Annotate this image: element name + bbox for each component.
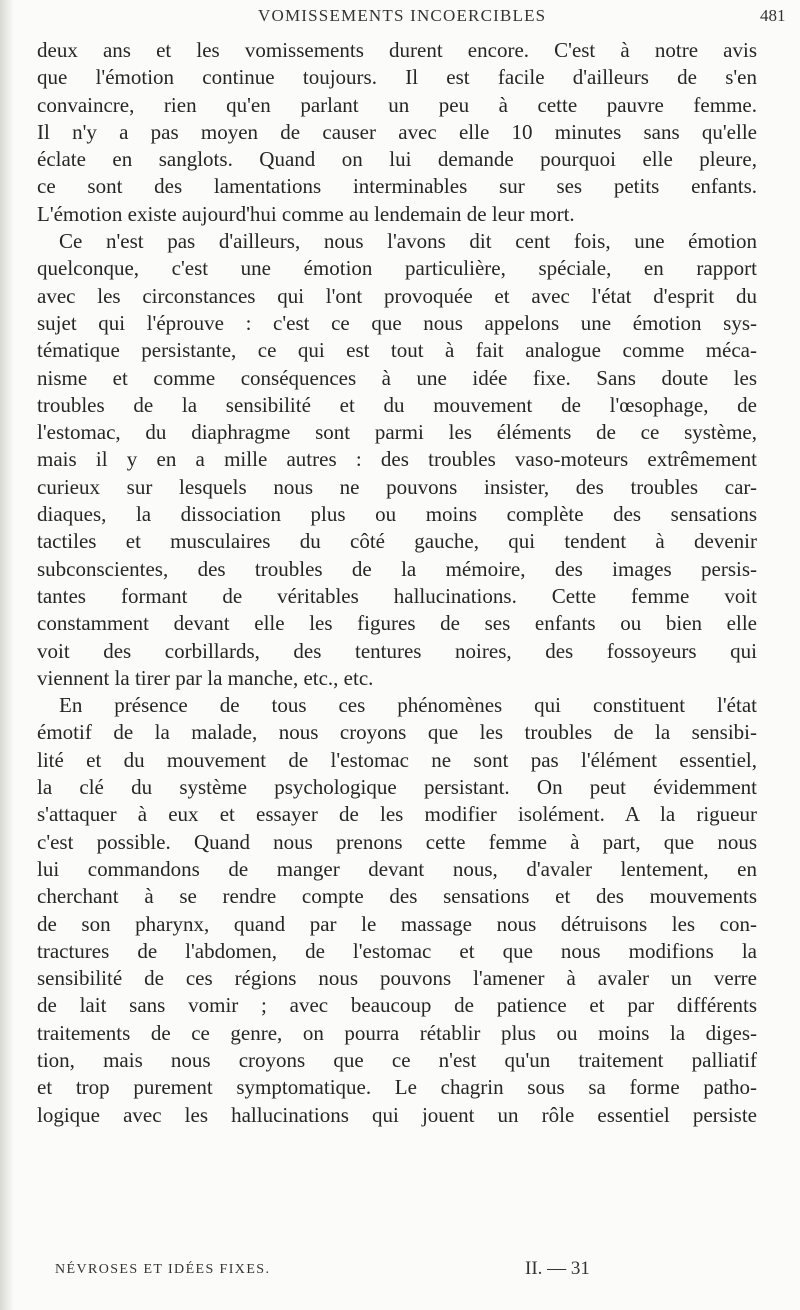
text-line: voit des corbillards, des tentures noires, des fossoyeurs qui (37, 638, 757, 663)
text-line: tactiles et musculaires du côté gauche, qui tendent à devenir (37, 529, 757, 554)
text-line: nisme et comme conséquences à une idée fixe. Sans doute les (37, 365, 757, 390)
text-line: constamment devant elle les figures de ses enfants ou bien elle (37, 611, 757, 636)
text-line: logique avec les hallucinations qui jouent un rôle essentiel persiste (37, 1102, 757, 1127)
signature-mark: NÉVROSES ET IDÉES FIXES. (55, 1262, 271, 1277)
page-footer (37, 1258, 757, 1284)
text-line: de son pharynx, quand par le massage nous détruisons les con- (37, 911, 757, 936)
text-line: deux ans et les vomissements durent encore. C'est à notre avis (37, 38, 757, 62)
text-line: et trop purement symptomatique. Le chagrin sous sa forme patho- (37, 1075, 757, 1100)
text-line: En présence de tous ces phénomènes qui constituent l'état (59, 693, 757, 718)
paragraph (37, 37, 757, 228)
text-line: tantes formant de véritables hallucinations. Cette femme voit (37, 583, 757, 608)
text-line: traitements de ce genre, on pourra rétablir plus ou moins la diges- (37, 1020, 757, 1045)
text-line: cherchant à se rendre compte des sensations et des mouvements (37, 884, 757, 909)
text-line: mais il y en a mille autres : des troubles vaso-moteurs extrêmement (37, 447, 757, 472)
body-text (37, 37, 757, 1129)
text-line: de lait sans vomir ; avec beaucoup de patience et par différents (37, 993, 757, 1018)
text-line: éclate en sanglots. Quand on lui demande pourquoi elle pleure, (37, 147, 757, 172)
text-line: Ce n'est pas d'ailleurs, nous l'avons dit cent fois, une émotion (59, 229, 757, 254)
text-line: curieux sur lesquels nous ne pouvons insister, des troubles car- (37, 474, 757, 499)
text-line: tractures de l'abdomen, de l'estomac et que nous modifions la (37, 938, 757, 963)
running-title: VOMISSEMENTS INCOERCIBLES (258, 6, 547, 25)
text-line: lui commandons de manger devant nous, d'avaler lentement, en (37, 856, 757, 881)
text-line: sensibilité de ces régions nous pouvons l'amener à avaler un verre (37, 966, 757, 991)
text-line: subconscientes, des troubles de la mémoire, des images persis- (37, 556, 757, 581)
text-line: que l'émotion continue toujours. Il est facile d'ailleurs de s'en (37, 65, 757, 90)
text-line: sujet qui l'éprouve : c'est ce que nous appelons une émotion sys- (37, 310, 757, 335)
text-line: tématique persistante, ce qui est tout à fait analogue comme méca- (37, 338, 757, 363)
running-head (0, 6, 800, 30)
text-line: c'est possible. Quand nous prenons cette femme à part, que nous (37, 829, 757, 854)
text-line: ce sont des lamentations interminables sur ses petits enfants. (37, 174, 757, 199)
binding-gutter-shadow (0, 0, 14, 1310)
text-line: avec les circonstances qui l'ont provoquée et avec l'état d'esprit du (37, 283, 757, 308)
sheet-mark: II. — 31 (525, 1258, 590, 1279)
text-line: la clé du système psychologique persistant. On peut évidemment (37, 775, 757, 800)
text-line: viennent la tirer par la manche, etc., etc. (37, 665, 374, 690)
text-line: troubles de la sensibilité et du mouvement de l'œsophage, de (37, 392, 757, 417)
paragraph (37, 692, 757, 1129)
text-line: émotif de la malade, nous croyons que les troubles de la sensibi- (37, 720, 757, 745)
text-line: Il n'y a pas moyen de causer avec elle 10 minutes sans qu'elle (37, 119, 757, 144)
text-line: diaques, la dissociation plus ou moins complète des sensations (37, 502, 757, 527)
text-line: tion, mais nous croyons que ce n'est qu'un traitement palliatif (37, 1047, 757, 1072)
paragraph (37, 228, 757, 692)
text-line: quelconque, c'est une émotion particulière, spéciale, en rapport (37, 256, 757, 281)
text-line: L'émotion existe aujourd'hui comme au lendemain de leur mort. (37, 201, 575, 226)
text-line: convaincre, rien qu'en parlant un peu à cette pauvre femme. (37, 92, 757, 117)
text-line: l'estomac, du diaphragme sont parmi les éléments de ce système, (37, 420, 757, 445)
text-line: s'attaquer à eux et essayer de les modifier isolément. A la rigueur (37, 802, 757, 827)
page-number: 481 (760, 6, 786, 25)
text-line: lité et du mouvement de l'estomac ne sont pas l'élément essentiel, (37, 747, 757, 772)
